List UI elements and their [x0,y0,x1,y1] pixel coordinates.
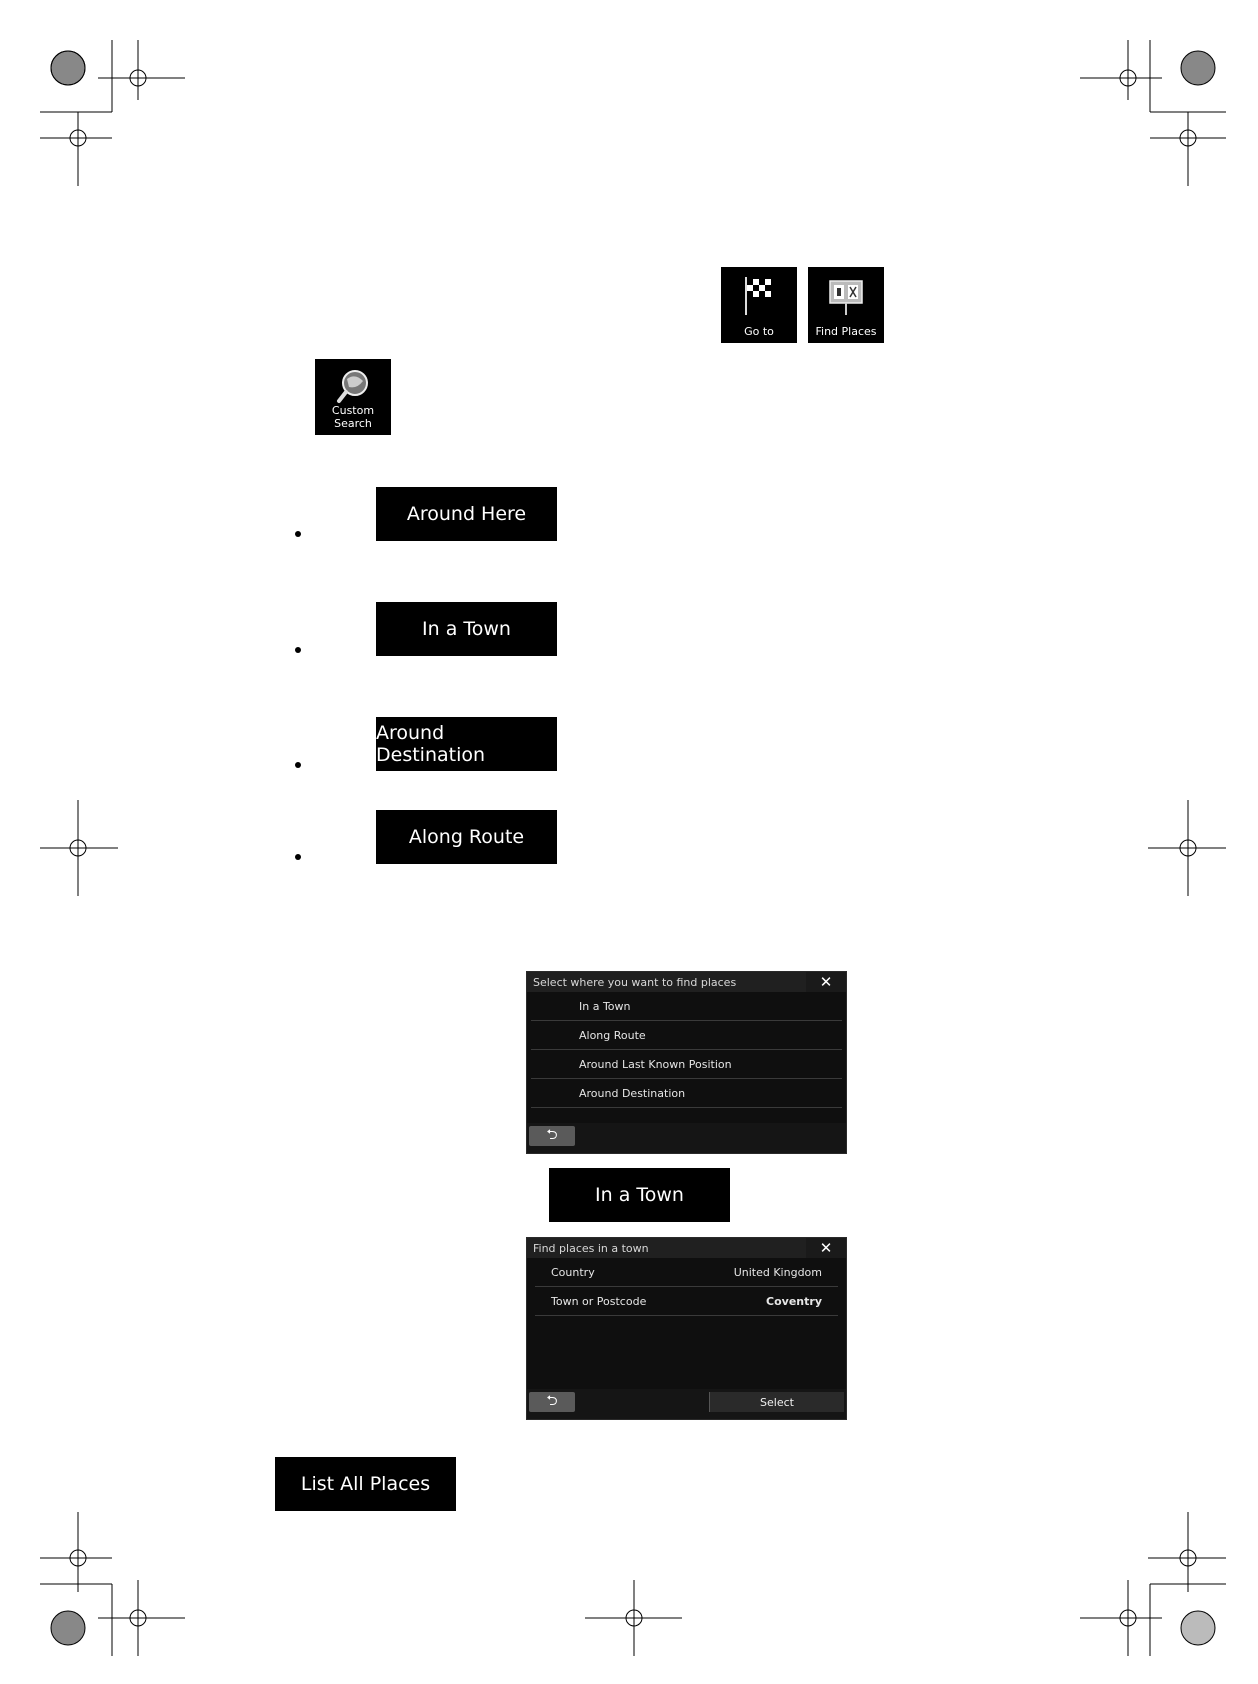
town-postcode-field[interactable] [535,1287,838,1316]
in-a-town-button-highlight[interactable]: In a Town [549,1168,730,1222]
list-item[interactable] [531,1050,842,1079]
bullet [295,854,301,860]
field-value: United Kingdom [733,1265,822,1279]
close-icon[interactable]: ✕ [806,972,846,992]
find-places-label: Find Places [815,325,877,338]
bullet [295,531,301,537]
find-places-in-town-screen [526,1237,847,1420]
custom-search-button[interactable] [315,359,391,435]
back-icon[interactable]: ⮌ [529,1392,575,1412]
screen-footer [527,1123,846,1153]
around-destination-button[interactable]: Around Destination [376,717,557,771]
close-icon[interactable]: ✕ [806,1238,846,1258]
screen-footer [527,1389,846,1419]
field-value: Coventry [766,1294,822,1308]
list-item-label: Around Last Known Position [579,1057,732,1071]
screen-header [527,1238,846,1258]
go-to-button[interactable] [721,267,797,343]
list-item-label: Along Route [579,1028,646,1042]
field-label: Country [551,1265,595,1279]
screen-header [527,972,846,992]
along-route-button[interactable]: Along Route [376,810,557,864]
back-icon[interactable]: ⮌ [529,1126,575,1146]
list-item[interactable] [531,1021,842,1050]
screen-title: Find places in a town [533,1241,649,1255]
list-item[interactable] [531,992,842,1021]
find-places-location-screen [526,971,847,1154]
fuel-restaurant-sign-icon [808,273,884,319]
list-item[interactable] [531,1079,842,1108]
field-label: Town or Postcode [551,1294,647,1308]
find-places-button[interactable] [808,267,884,343]
list-item-label: Around Destination [579,1086,686,1100]
around-here-button[interactable]: Around Here [376,487,557,541]
checkered-flag-icon [721,273,797,319]
list-item-label: In a Town [579,999,631,1013]
screen-title: Select where you want to find places [533,975,737,989]
bullet [295,762,301,768]
country-field[interactable] [535,1258,838,1287]
go-to-label: Go to [744,325,774,338]
select-button[interactable]: Select [709,1392,844,1412]
in-a-town-button[interactable]: In a Town [376,602,557,656]
custom-search-label: Custom Search [331,404,375,430]
bullet [295,647,301,653]
list-all-places-button[interactable]: List All Places [275,1457,456,1511]
